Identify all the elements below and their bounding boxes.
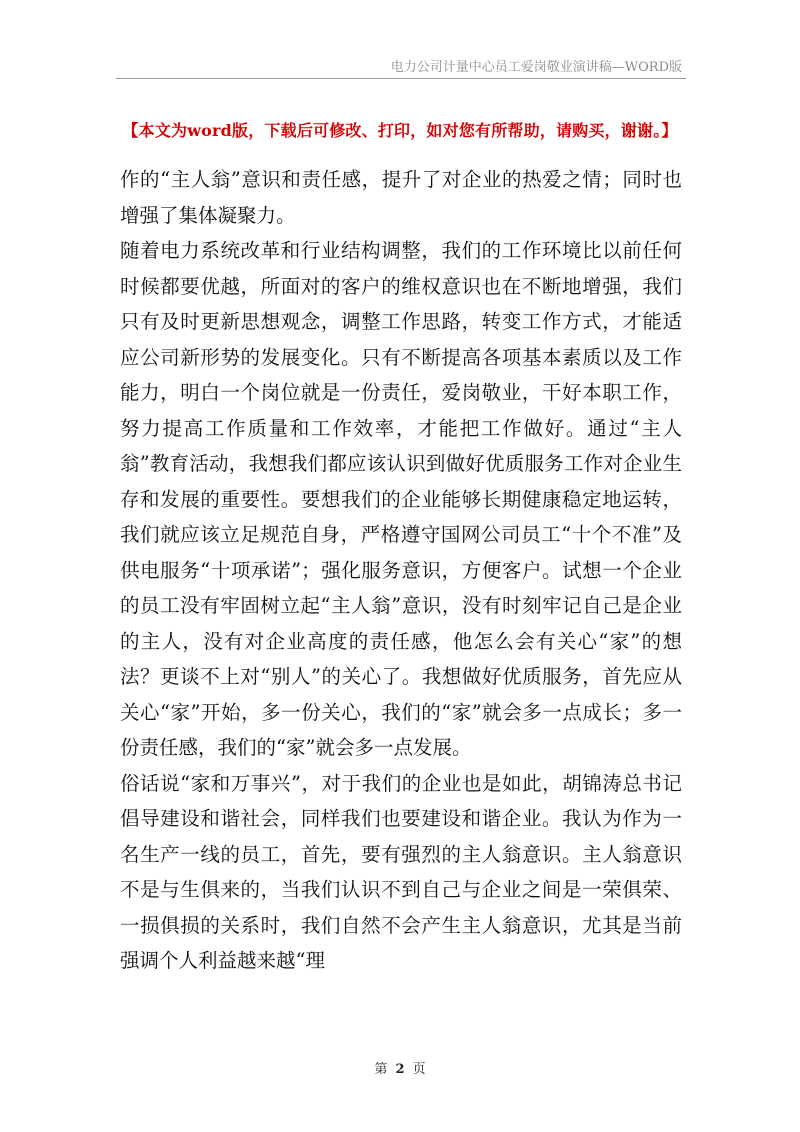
- purchase-notice: 【本文为word版，下载后可修改、打印，如对您有所帮助，请购买，谢谢。】: [122, 121, 678, 140]
- paragraph-2: 随着电力系统改革和行业结构调整，我们的工作环境比以前任何时候都要优越，所面对的客户的维权意识也在不断地增强，我们只有及时更新思想观念，调整工作思路，转变工作方式，才能适应公司新形势的发展变化。只有不断提高各项基本素质以及工作能力，明白一个岗位就是一份责任，爱岗敬业，干好本职工作，努力提高工作质量和工作效率，才能把工作做好。通过“主人翁”教育活动，我想我们都应该认识到做好优质服务工作对企业生存和发展的重要性。要想我们的企业能够长期健康稳定地运转，我们就应该立足规范自身，严格遵守国网公司员工“十个不准”及供电服务“十项承诺”；强化服务意识，方便客户。试想一个企业的员工没有牢固树立起“主人翁”意识，没有时刻牢记自己是企业的主人，没有对企业高度的责任感，他怎么会有关心“家”的想法？更谈不上对“别人”的关心了。我想做好优质服务，首先应从关心“家”开始，多一份关心，我们的“家”就会多一点成长；多一份责任感，我们的“家”就会多一点发展。: [120, 239, 682, 759]
- paragraph-1: 作的“主人翁”意识和责任感，提升了对企业的热爱之情；同时也增强了集体凝聚力。: [120, 168, 682, 227]
- header-divider: [116, 78, 686, 79]
- page-suffix: 页: [412, 1062, 426, 1077]
- page-number: 2: [395, 1062, 405, 1077]
- document-body: [120, 162, 682, 979]
- page-header: 电力公司计量中心员工爱岗敬业演讲稿—WORD版: [390, 60, 682, 75]
- page-footer: [0, 1058, 800, 1077]
- paragraph-3: 俗话说“家和万事兴”，对于我们的企业也是如此，胡锦涛总书记倡导建设和谐社会，同样我们也要建设和谐企业。我认为作为一名生产一线的员工，首先，要有强烈的主人翁意识。主人翁意识不是与生俱来的，当我们认识不到自己与企业之间是一荣俱荣、一损俱损的关系时，我们自然不会产生主人翁意识，尤其是当前强调个人利益越来越“理: [120, 771, 682, 972]
- page-prefix: 第: [374, 1062, 388, 1077]
